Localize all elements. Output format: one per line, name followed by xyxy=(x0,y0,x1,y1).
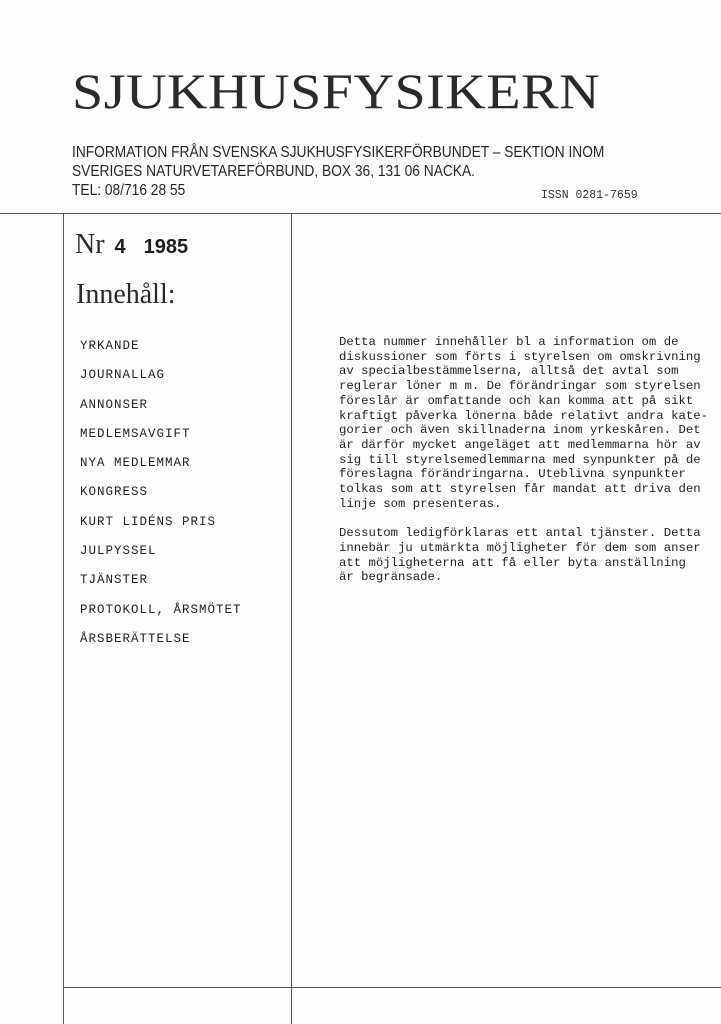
header-divider xyxy=(0,213,721,214)
issue-number: 4 xyxy=(114,236,126,258)
toc-item-journallag: JOURNALLAG xyxy=(80,368,166,383)
toc-item-tjanster: TJÄNSTER xyxy=(80,573,149,588)
left-border xyxy=(63,214,64,1024)
toc-item-arsberattelse: ÅRSBERÄTTELSE xyxy=(80,631,191,646)
toc-item-julpyssel: JULPYSSEL xyxy=(80,544,157,559)
toc-item-kurt-lidens-pris: KURT LIDÉNS PRIS xyxy=(80,514,217,529)
toc-item-yrkande: YRKANDE xyxy=(80,339,140,353)
publisher-line-1: INFORMATION FRÅN SVENSKA SJUKHUSFYSIKERFÖRBUNDET – SEKTION INOM xyxy=(72,144,605,161)
toc-item-protokoll: PROTOKOLL, ÅRSMÖTET xyxy=(80,602,242,617)
issue-year: 1985 xyxy=(143,236,189,258)
footer-divider xyxy=(64,987,721,988)
publisher-line-2: SVERIGES NATURVETAREFÖRBUND, BOX 36, 131 06 NACKA. xyxy=(72,163,475,180)
toc-item-nya-medlemmar: NYA MEDLEMMAR xyxy=(80,456,191,471)
editorial-text xyxy=(339,335,709,600)
table-of-contents xyxy=(80,337,242,659)
editorial-paragraph-2: Dessutom ledigförklaras ett antal tjänster. Detta innebär ju utmärkta möjligheter för dem som anser att möjligheterna att få eller byta anställning är begränsade. xyxy=(339,526,701,585)
toc-item-kongress: KONGRESS xyxy=(80,485,149,500)
issn-number: ISSN 0281-7659 xyxy=(541,189,638,202)
phone-number: TEL: 08/716 28 55 xyxy=(72,182,186,199)
toc-item-medlemsavgift: MEDLEMSAVGIFT xyxy=(80,426,191,441)
masthead-title: SJUKHUSFYSIKERN xyxy=(72,63,601,119)
editorial-paragraph-1: Detta nummer innehåller bl a information om de diskussioner som förts i styrelsen om omskrivning av specialbestämmelserna, alltså det avtal som reglerar löner m m. De förändringar som styrelsen föreslår är omfattande och kan komma att på sikt kraftigt påverka lönerna både relativt andra kate- gorier och även skillnaderna inom yrkeskåren. Det är därför mycket angeläget att medlemmarna hör av sig till styrelsemedlemmarna med synpunkter på de föreslagna förändringarna. Uteblivna synpunkter tolkas som att styrelsen får mandat att driva den linje som presenteras. xyxy=(339,335,708,511)
issue-prefix: Nr xyxy=(75,229,105,260)
toc-item-annonser: ANNONSER xyxy=(80,397,149,412)
issue-label xyxy=(75,229,188,261)
contents-heading: Innehåll: xyxy=(76,279,176,310)
column-divider xyxy=(291,214,292,1024)
